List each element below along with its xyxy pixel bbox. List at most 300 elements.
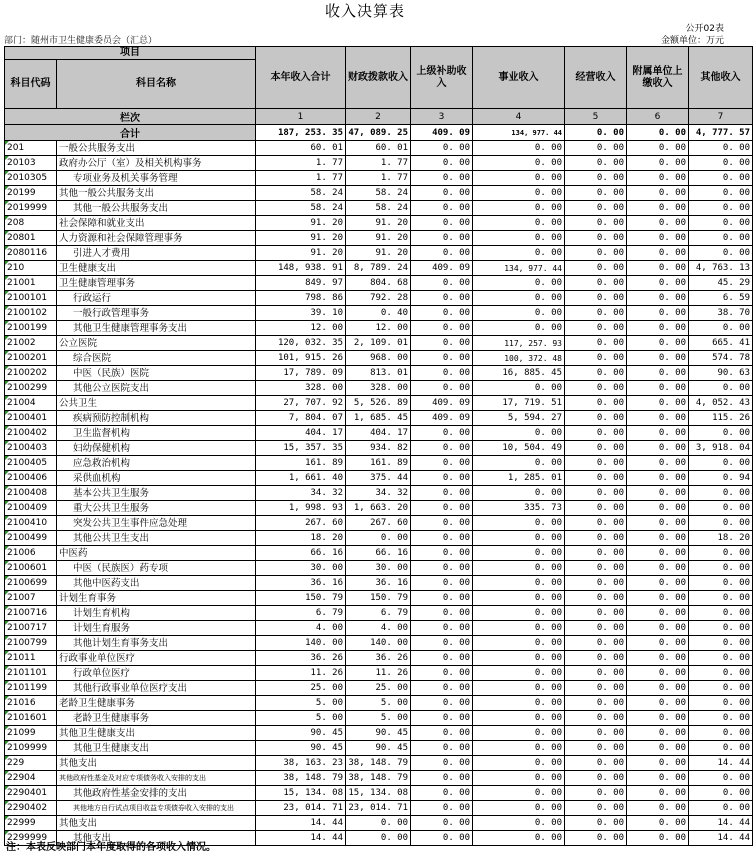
row-value-2: 2, 109. 01 — [346, 336, 411, 351]
row-value-4: 1, 285. 01 — [473, 471, 565, 486]
table-row — [5, 816, 753, 831]
department-label: 部门：随州市卫生健康委员会（汇总） — [4, 36, 158, 46]
row-value-1: 18. 20 — [256, 531, 346, 546]
row-name: 疾病预防控制机构 — [57, 411, 256, 426]
row-value-2: 804. 68 — [346, 276, 411, 291]
row-value-2: 23, 014. 71 — [346, 801, 411, 816]
row-value-1: 1, 661. 40 — [256, 471, 346, 486]
row-value-3: 0. 00 — [411, 231, 473, 246]
row-code: 21006 — [5, 546, 57, 561]
row-value-1: 66. 16 — [256, 546, 346, 561]
row-value-2: 792. 28 — [346, 291, 411, 306]
table-row — [5, 651, 753, 666]
row-value-2: 36. 16 — [346, 576, 411, 591]
row-value-3: 0. 00 — [411, 816, 473, 831]
row-value-7: 0. 00 — [689, 186, 753, 201]
row-value-3: 0. 00 — [411, 216, 473, 231]
row-value-3: 0. 00 — [411, 306, 473, 321]
row-value-3: 0. 00 — [411, 636, 473, 651]
row-value-1: 14. 44 — [256, 816, 346, 831]
row-value-3: 409. 09 — [411, 396, 473, 411]
table-row — [5, 426, 753, 441]
row-code: 2100409 — [5, 501, 57, 516]
row-value-7: 0. 00 — [689, 636, 753, 651]
row-value-2: 15, 134. 08 — [346, 786, 411, 801]
row-value-4: 0. 00 — [473, 756, 565, 771]
row-value-6: 0. 00 — [627, 831, 689, 846]
row-name: 公立医院 — [57, 336, 256, 351]
row-code: 2100601 — [5, 561, 57, 576]
row-value-1: 34. 32 — [256, 486, 346, 501]
row-value-7: 0. 00 — [689, 486, 753, 501]
row-value-4: 0. 00 — [473, 306, 565, 321]
row-value-1: 161. 89 — [256, 456, 346, 471]
row-name: 行政单位医疗 — [57, 666, 256, 681]
row-value-2: 0. 00 — [346, 831, 411, 846]
row-value-3: 409. 09 — [411, 411, 473, 426]
row-name: 其他行政事业单位医疗支出 — [57, 681, 256, 696]
row-name: 应急救治机构 — [57, 456, 256, 471]
row-code: 2100201 — [5, 351, 57, 366]
row-value-2: 6. 79 — [346, 606, 411, 621]
row-value-3: 0. 00 — [411, 711, 473, 726]
row-value-1: 60. 01 — [256, 141, 346, 156]
table-row — [5, 321, 753, 336]
row-value-6: 0. 00 — [627, 321, 689, 336]
row-value-1: 91. 20 — [256, 216, 346, 231]
row-value-5: 0. 00 — [565, 786, 627, 801]
row-value-7: 0. 00 — [689, 171, 753, 186]
row-value-4: 0. 00 — [473, 801, 565, 816]
row-value-5: 0. 00 — [565, 291, 627, 306]
row-value-1: 101, 915. 26 — [256, 351, 346, 366]
row-value-1: 58. 24 — [256, 186, 346, 201]
row-value-7: 0. 00 — [689, 591, 753, 606]
row-value-7: 0. 00 — [689, 771, 753, 786]
row-code: 2100405 — [5, 456, 57, 471]
row-value-4: 0. 00 — [473, 141, 565, 156]
table-row — [5, 186, 753, 201]
row-name: 妇幼保健机构 — [57, 441, 256, 456]
header-col-4: 事业收入 — [473, 47, 565, 109]
row-value-6: 0. 00 — [627, 546, 689, 561]
row-value-1: 267. 60 — [256, 516, 346, 531]
total-value-4: 134, 977. 44 — [473, 125, 565, 141]
row-value-2: 34. 32 — [346, 486, 411, 501]
col-index-1: 1 — [256, 109, 346, 125]
row-value-7: 45. 29 — [689, 276, 753, 291]
table-row — [5, 546, 753, 561]
row-value-5: 0. 00 — [565, 141, 627, 156]
row-value-2: 0. 00 — [346, 531, 411, 546]
row-value-1: 36. 16 — [256, 576, 346, 591]
row-value-6: 0. 00 — [627, 651, 689, 666]
table-row — [5, 456, 753, 471]
row-value-7: 0. 00 — [689, 246, 753, 261]
col-index-4: 4 — [473, 109, 565, 125]
table-row — [5, 246, 753, 261]
row-value-4: 0. 00 — [473, 711, 565, 726]
row-value-7: 14. 44 — [689, 756, 753, 771]
row-code: 20801 — [5, 231, 57, 246]
col-index-3: 3 — [411, 109, 473, 125]
row-value-2: 5. 00 — [346, 696, 411, 711]
row-name: 综合医院 — [57, 351, 256, 366]
row-value-5: 0. 00 — [565, 651, 627, 666]
row-value-5: 0. 00 — [565, 576, 627, 591]
row-value-3: 0. 00 — [411, 651, 473, 666]
col-index-5: 5 — [565, 109, 627, 125]
row-value-3: 0. 00 — [411, 531, 473, 546]
row-name: 采供血机构 — [57, 471, 256, 486]
row-value-4: 5, 594. 27 — [473, 411, 565, 426]
row-value-6: 0. 00 — [627, 681, 689, 696]
row-value-2: 150. 79 — [346, 591, 411, 606]
table-row — [5, 771, 753, 786]
row-value-6: 0. 00 — [627, 351, 689, 366]
row-value-7: 0. 00 — [689, 621, 753, 636]
row-name: 其他公立医院支出 — [57, 381, 256, 396]
row-value-3: 0. 00 — [411, 546, 473, 561]
row-value-7: 0. 00 — [689, 711, 753, 726]
row-value-3: 0. 00 — [411, 456, 473, 471]
total-value-2: 47, 089. 25 — [346, 125, 411, 141]
header-name: 科目名称 — [57, 60, 256, 109]
col-index-7: 7 — [689, 109, 753, 125]
row-value-1: 58. 24 — [256, 201, 346, 216]
row-value-5: 0. 00 — [565, 216, 627, 231]
table-row — [5, 276, 753, 291]
row-value-2: 4. 00 — [346, 621, 411, 636]
row-value-5: 0. 00 — [565, 831, 627, 846]
row-value-5: 0. 00 — [565, 501, 627, 516]
row-value-6: 0. 00 — [627, 441, 689, 456]
row-code: 201 — [5, 141, 57, 156]
row-value-5: 0. 00 — [565, 771, 627, 786]
row-name: 计划生育机构 — [57, 606, 256, 621]
table-row — [5, 516, 753, 531]
row-value-6: 0. 00 — [627, 276, 689, 291]
table-row — [5, 711, 753, 726]
row-value-4: 335. 73 — [473, 501, 565, 516]
row-value-6: 0. 00 — [627, 471, 689, 486]
row-value-1: 90. 45 — [256, 726, 346, 741]
row-value-7: 14. 44 — [689, 831, 753, 846]
row-value-5: 0. 00 — [565, 396, 627, 411]
row-value-7: 14. 44 — [689, 816, 753, 831]
table-row — [5, 561, 753, 576]
row-value-3: 0. 00 — [411, 381, 473, 396]
row-value-3: 0. 00 — [411, 831, 473, 846]
row-value-6: 0. 00 — [627, 426, 689, 441]
row-value-5: 0. 00 — [565, 471, 627, 486]
row-value-7: 0. 00 — [689, 231, 753, 246]
row-value-2: 38, 148. 79 — [346, 771, 411, 786]
row-value-4: 0. 00 — [473, 246, 565, 261]
row-value-5: 0. 00 — [565, 606, 627, 621]
row-value-4: 0. 00 — [473, 576, 565, 591]
row-value-7: 0. 00 — [689, 606, 753, 621]
row-value-6: 0. 00 — [627, 156, 689, 171]
row-code: 2080116 — [5, 246, 57, 261]
row-value-4: 0. 00 — [473, 231, 565, 246]
row-value-4: 0. 00 — [473, 186, 565, 201]
row-value-1: 38, 163. 23 — [256, 756, 346, 771]
row-value-4: 0. 00 — [473, 276, 565, 291]
row-value-3: 0. 00 — [411, 186, 473, 201]
row-value-3: 0. 00 — [411, 471, 473, 486]
row-value-4: 0. 00 — [473, 156, 565, 171]
row-value-3: 0. 00 — [411, 786, 473, 801]
row-value-5: 0. 00 — [565, 231, 627, 246]
row-name: 老龄卫生健康事务 — [57, 696, 256, 711]
table-row — [5, 171, 753, 186]
row-value-5: 0. 00 — [565, 426, 627, 441]
row-code: 2100102 — [5, 306, 57, 321]
row-value-1: 1. 77 — [256, 156, 346, 171]
row-value-5: 0. 00 — [565, 201, 627, 216]
row-code: 2100401 — [5, 411, 57, 426]
row-value-1: 30. 00 — [256, 561, 346, 576]
row-value-6: 0. 00 — [627, 366, 689, 381]
row-name: 公共卫生 — [57, 396, 256, 411]
row-name: 计划生育事务 — [57, 591, 256, 606]
row-value-7: 38. 70 — [689, 306, 753, 321]
row-name: 一般公共服务支出 — [57, 141, 256, 156]
total-value-3: 409. 09 — [411, 125, 473, 141]
row-value-3: 0. 00 — [411, 576, 473, 591]
row-value-3: 0. 00 — [411, 606, 473, 621]
table-row — [5, 411, 753, 426]
row-value-7: 0. 00 — [689, 381, 753, 396]
row-value-1: 148, 938. 91 — [256, 261, 346, 276]
table-row — [5, 681, 753, 696]
row-value-6: 0. 00 — [627, 246, 689, 261]
row-value-1: 17, 789. 09 — [256, 366, 346, 381]
row-value-2: 1, 663. 20 — [346, 501, 411, 516]
row-value-4: 0. 00 — [473, 696, 565, 711]
header-col-2: 财政拨款收入 — [346, 47, 411, 109]
row-value-4: 0. 00 — [473, 486, 565, 501]
row-value-4: 100, 372. 48 — [473, 351, 565, 366]
row-value-6: 0. 00 — [627, 621, 689, 636]
row-value-3: 0. 00 — [411, 621, 473, 636]
row-value-1: 15, 357. 35 — [256, 441, 346, 456]
row-value-1: 91. 20 — [256, 246, 346, 261]
row-name: 其他支出 — [57, 831, 256, 846]
row-value-5: 0. 00 — [565, 381, 627, 396]
row-value-5: 0. 00 — [565, 591, 627, 606]
row-code: 2100716 — [5, 606, 57, 621]
row-value-1: 5. 00 — [256, 696, 346, 711]
row-value-5: 0. 00 — [565, 726, 627, 741]
table-row — [5, 741, 753, 756]
row-value-7: 0. 00 — [689, 726, 753, 741]
row-value-4: 0. 00 — [473, 591, 565, 606]
row-value-6: 0. 00 — [627, 201, 689, 216]
row-name: 引进人才费用 — [57, 246, 256, 261]
row-name: 其他卫生健康管理事务支出 — [57, 321, 256, 336]
row-value-3: 0. 00 — [411, 801, 473, 816]
table-row — [5, 576, 753, 591]
row-value-1: 798. 86 — [256, 291, 346, 306]
row-value-1: 25. 00 — [256, 681, 346, 696]
table-row — [5, 726, 753, 741]
row-value-4: 10, 504. 49 — [473, 441, 565, 456]
table-row — [5, 786, 753, 801]
row-value-2: 267. 60 — [346, 516, 411, 531]
row-value-4: 0. 00 — [473, 816, 565, 831]
row-value-4: 0. 00 — [473, 726, 565, 741]
row-name: 突发公共卫生事件应急处理 — [57, 516, 256, 531]
row-code: 2101101 — [5, 666, 57, 681]
row-value-2: 934. 82 — [346, 441, 411, 456]
row-value-1: 39. 10 — [256, 306, 346, 321]
row-value-7: 0. 00 — [689, 201, 753, 216]
table-row — [5, 141, 753, 156]
row-value-2: 1. 77 — [346, 156, 411, 171]
row-name: 卫生监督机构 — [57, 426, 256, 441]
row-value-3: 0. 00 — [411, 681, 473, 696]
row-value-1: 849. 97 — [256, 276, 346, 291]
row-value-6: 0. 00 — [627, 531, 689, 546]
row-value-5: 0. 00 — [565, 621, 627, 636]
row-code: 22904 — [5, 771, 57, 786]
row-value-1: 6. 79 — [256, 606, 346, 621]
table-row — [5, 381, 753, 396]
row-value-7: 0. 00 — [689, 426, 753, 441]
row-value-6: 0. 00 — [627, 216, 689, 231]
row-value-4: 0. 00 — [473, 321, 565, 336]
row-name: 其他中医药支出 — [57, 576, 256, 591]
table-row — [5, 396, 753, 411]
row-value-6: 0. 00 — [627, 381, 689, 396]
form-number: 公开02表 — [685, 24, 724, 34]
row-name: 其他卫生健康支出 — [57, 726, 256, 741]
row-value-2: 90. 45 — [346, 741, 411, 756]
table-row — [5, 471, 753, 486]
col-index-2: 2 — [346, 109, 411, 125]
row-value-3: 0. 00 — [411, 171, 473, 186]
row-value-2: 0. 40 — [346, 306, 411, 321]
row-name: 老龄卫生健康事务 — [57, 711, 256, 726]
row-code: 2100499 — [5, 531, 57, 546]
row-code: 21001 — [5, 276, 57, 291]
row-value-6: 0. 00 — [627, 171, 689, 186]
row-value-7: 0. 00 — [689, 546, 753, 561]
row-value-7: 0. 00 — [689, 801, 753, 816]
row-value-6: 0. 00 — [627, 456, 689, 471]
row-value-4: 0. 00 — [473, 291, 565, 306]
row-value-7: 4, 763. 13 — [689, 261, 753, 276]
table-row — [5, 441, 753, 456]
table-row — [5, 306, 753, 321]
row-value-6: 0. 00 — [627, 771, 689, 786]
row-value-5: 0. 00 — [565, 666, 627, 681]
row-value-3: 0. 00 — [411, 741, 473, 756]
row-value-5: 0. 00 — [565, 456, 627, 471]
row-value-5: 0. 00 — [565, 156, 627, 171]
row-value-6: 0. 00 — [627, 726, 689, 741]
row-value-5: 0. 00 — [565, 531, 627, 546]
table-row — [5, 366, 753, 381]
total-value-7: 4, 777. 57 — [689, 125, 753, 141]
row-value-7: 4, 052. 43 — [689, 396, 753, 411]
row-code: 2100101 — [5, 291, 57, 306]
row-value-1: 36. 26 — [256, 651, 346, 666]
row-value-6: 0. 00 — [627, 801, 689, 816]
row-code: 2100717 — [5, 621, 57, 636]
row-value-4: 0. 00 — [473, 561, 565, 576]
row-code: 2101601 — [5, 711, 57, 726]
row-value-1: 7, 804. 07 — [256, 411, 346, 426]
row-value-6: 0. 00 — [627, 741, 689, 756]
table-row — [5, 351, 753, 366]
table-row — [5, 216, 753, 231]
row-code: 21016 — [5, 696, 57, 711]
row-value-4: 0. 00 — [473, 456, 565, 471]
header-code: 科目代码 — [5, 60, 57, 109]
row-code: 21004 — [5, 396, 57, 411]
col-index-6: 6 — [627, 109, 689, 125]
row-value-4: 0. 00 — [473, 426, 565, 441]
row-code: 229 — [5, 756, 57, 771]
row-value-3: 0. 00 — [411, 726, 473, 741]
row-value-6: 0. 00 — [627, 186, 689, 201]
row-value-5: 0. 00 — [565, 366, 627, 381]
row-value-4: 0. 00 — [473, 516, 565, 531]
header-col-5: 经营收入 — [565, 47, 627, 109]
row-value-5: 0. 00 — [565, 741, 627, 756]
row-value-5: 0. 00 — [565, 681, 627, 696]
row-code: 2010305 — [5, 171, 57, 186]
row-code: 21007 — [5, 591, 57, 606]
total-label: 合计 — [5, 125, 256, 141]
row-value-1: 120, 032. 35 — [256, 336, 346, 351]
row-name: 其他公共卫生支出 — [57, 531, 256, 546]
row-value-2: 36. 26 — [346, 651, 411, 666]
row-value-5: 0. 00 — [565, 276, 627, 291]
row-code: 2100410 — [5, 516, 57, 531]
row-value-5: 0. 00 — [565, 486, 627, 501]
row-value-7: 0. 94 — [689, 471, 753, 486]
row-value-1: 14. 44 — [256, 831, 346, 846]
header-col-1: 本年收入合计 — [256, 47, 346, 109]
row-value-4: 0. 00 — [473, 831, 565, 846]
row-value-3: 0. 00 — [411, 246, 473, 261]
row-value-6: 0. 00 — [627, 306, 689, 321]
row-code: 22999 — [5, 816, 57, 831]
row-value-5: 0. 00 — [565, 246, 627, 261]
table-row — [5, 591, 753, 606]
row-value-2: 328. 00 — [346, 381, 411, 396]
row-code: 21002 — [5, 336, 57, 351]
row-value-7: 0. 00 — [689, 141, 753, 156]
row-value-5: 0. 00 — [565, 351, 627, 366]
row-value-3: 0. 00 — [411, 276, 473, 291]
row-value-4: 0. 00 — [473, 606, 565, 621]
row-value-1: 23, 014. 71 — [256, 801, 346, 816]
row-value-7: 0. 00 — [689, 561, 753, 576]
row-value-6: 0. 00 — [627, 576, 689, 591]
row-name: 其他政府性基金及对应专项债务收入安排的支出 — [57, 771, 256, 786]
row-value-6: 0. 00 — [627, 561, 689, 576]
lanci-label: 栏次 — [5, 109, 256, 125]
row-value-2: 38, 148. 79 — [346, 756, 411, 771]
row-value-1: 15, 134. 08 — [256, 786, 346, 801]
row-value-5: 0. 00 — [565, 801, 627, 816]
row-value-2: 968. 00 — [346, 351, 411, 366]
